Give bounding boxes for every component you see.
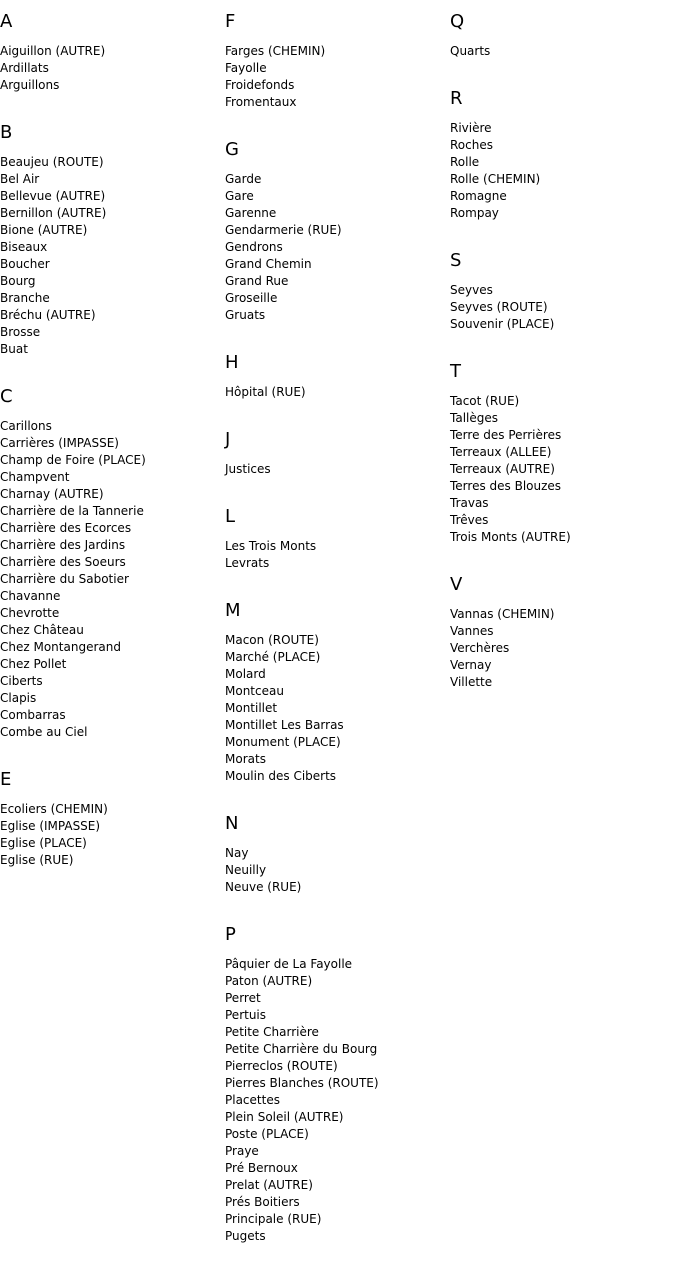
index-column-2 (225, 10, 445, 1272)
street-link-nay[interactable]: Nay (225, 846, 249, 860)
street-link-montceau[interactable]: Montceau (225, 684, 284, 698)
street-list-g (225, 171, 445, 324)
street-link-souvenir-place[interactable]: Souvenir (PLACE) (450, 317, 555, 331)
street-link-macon-route[interactable]: Macon (ROUTE) (225, 633, 319, 647)
street-link-riviere[interactable]: Rivière (450, 121, 492, 135)
letter-group-v (450, 573, 670, 691)
letter-group-t (450, 360, 670, 546)
street-link-montillet[interactable]: Montillet (225, 701, 278, 715)
street-link-tacot-rue[interactable]: Tacot (RUE) (450, 394, 520, 408)
letter-group-a (0, 10, 220, 94)
letter-heading-s: S (450, 250, 462, 271)
street-link-combarras[interactable]: Combarras (0, 708, 66, 722)
letter-heading-c: C (0, 386, 13, 407)
street-link-garde[interactable]: Garde (225, 172, 262, 186)
street-link-charnay-autre[interactable]: Charnay (AUTRE) (0, 487, 104, 501)
street-link-marche-place[interactable]: Marché (PLACE) (225, 650, 321, 664)
street-link-arguillons[interactable]: Arguillons (0, 78, 60, 92)
street-link-gendarmerie-rue[interactable]: Gendarmerie (RUE) (225, 223, 342, 237)
street-link-roches[interactable]: Roches (450, 138, 493, 152)
letter-group-e (0, 768, 220, 869)
letter-heading-v: V (450, 574, 463, 595)
street-link-pre-bernoux[interactable]: Pré Bernoux (225, 1161, 298, 1175)
letter-group-q (450, 10, 670, 60)
street-link-champ-de-foire-place[interactable]: Champ de Foire (PLACE) (0, 453, 146, 467)
street-link-moulin-des-ciberts[interactable]: Moulin des Ciberts (225, 769, 337, 783)
street-link-beaujeu-route[interactable]: Beaujeu (ROUTE) (0, 155, 104, 169)
letter-heading-p: P (225, 924, 236, 945)
letter-heading-r: R (450, 88, 463, 109)
street-link-seyves-route[interactable]: Seyves (ROUTE) (450, 300, 548, 314)
street-link-ciberts[interactable]: Ciberts (0, 674, 43, 688)
letter-group-g (225, 138, 445, 324)
street-link-bellevue-autre[interactable]: Bellevue (AUTRE) (0, 189, 106, 203)
letter-heading-q: Q (450, 11, 465, 32)
street-link-charriere-des-jardins[interactable]: Charrière des Jardins (0, 538, 126, 552)
street-link-rolle[interactable]: Rolle (450, 155, 480, 169)
street-link-chez-chateau[interactable]: Chez Château (0, 623, 84, 637)
street-link-groseille[interactable]: Groseille (225, 291, 278, 305)
letter-heading-m: M (225, 600, 241, 621)
street-link-branche[interactable]: Branche (0, 291, 50, 305)
street-link-poste-place[interactable]: Poste (PLACE) (225, 1127, 309, 1141)
street-link-rompay[interactable]: Rompay (450, 206, 499, 220)
letter-heading-a: A (0, 11, 13, 32)
street-link-petite-charriere[interactable]: Petite Charrière (225, 1025, 319, 1039)
street-link-chavanne[interactable]: Chavanne (0, 589, 61, 603)
street-link-bernillon-autre[interactable]: Bernillon (AUTRE) (0, 206, 107, 220)
street-list-l (225, 538, 445, 572)
street-link-seyves[interactable]: Seyves (450, 283, 493, 297)
street-link-ardillats[interactable]: Ardillats (0, 61, 49, 75)
street-link-neuilly[interactable]: Neuilly (225, 863, 267, 877)
street-link-bione-autre[interactable]: Bione (AUTRE) (0, 223, 88, 237)
street-link-bel-air[interactable]: Bel Air (0, 172, 40, 186)
letter-heading-l: L (225, 506, 236, 527)
letter-group-f (225, 10, 445, 111)
street-link-montillet-les-barras[interactable]: Montillet Les Barras (225, 718, 344, 732)
street-list-b (0, 154, 220, 358)
street-link-monument-place[interactable]: Monument (PLACE) (225, 735, 341, 749)
street-link-molard[interactable]: Molard (225, 667, 266, 681)
street-link-quarts[interactable]: Quarts (450, 44, 491, 58)
letter-heading-t: T (450, 361, 461, 382)
street-link-levrats[interactable]: Levrats (225, 556, 270, 570)
letter-group-m (225, 599, 445, 785)
street-link-travas[interactable]: Travas (450, 496, 489, 510)
street-link-brosse[interactable]: Brosse (0, 325, 41, 339)
street-link-grand-rue[interactable]: Grand Rue (225, 274, 289, 288)
street-list-n (225, 845, 445, 896)
letter-heading-b: B (0, 122, 13, 143)
street-link-les-trois-monts[interactable]: Les Trois Monts (225, 539, 317, 553)
street-list-e (0, 801, 220, 869)
street-link-combe-au-ciel[interactable]: Combe au Ciel (0, 725, 88, 739)
street-link-pugets[interactable]: Pugets (225, 1229, 266, 1243)
street-link-justices[interactable]: Justices (225, 462, 271, 476)
street-list-h (225, 384, 445, 401)
street-list-m (225, 632, 445, 785)
street-link-rolle-chemin[interactable]: Rolle (CHEMIN) (450, 172, 541, 186)
street-link-morats[interactable]: Morats (225, 752, 266, 766)
street-link-terreaux-autre[interactable]: Terreaux (AUTRE) (450, 462, 555, 476)
letter-group-p (225, 923, 445, 1245)
street-link-ecoliers-chemin[interactable]: Ecoliers (CHEMIN) (0, 802, 108, 816)
letter-heading-h: H (225, 352, 239, 373)
street-link-chez-pollet[interactable]: Chez Pollet (0, 657, 67, 671)
letter-group-l (225, 505, 445, 572)
street-link-gruats[interactable]: Gruats (225, 308, 266, 322)
street-link-aiguillon-autre[interactable]: Aiguillon (AUTRE) (0, 44, 106, 58)
street-link-carrieres-impasse[interactable]: Carrières (IMPASSE) (0, 436, 119, 450)
street-link-terre-des-perrieres[interactable]: Terre des Perrières (450, 428, 562, 442)
street-link-fayolle[interactable]: Fayolle (225, 61, 267, 75)
street-link-carillons[interactable]: Carillons (0, 419, 52, 433)
street-link-charriere-du-sabotier[interactable]: Charrière du Sabotier (0, 572, 129, 586)
street-link-bourg[interactable]: Bourg (0, 274, 36, 288)
street-link-plein-soleil-autre[interactable]: Plein Soleil (AUTRE) (225, 1110, 344, 1124)
street-link-garenne[interactable]: Garenne (225, 206, 277, 220)
letter-group-s (450, 249, 670, 333)
letter-heading-j: J (225, 429, 231, 450)
street-link-trois-monts-autre[interactable]: Trois Monts (AUTRE) (450, 530, 571, 544)
street-link-chez-montangerand[interactable]: Chez Montangerand (0, 640, 121, 654)
street-link-terreaux-allee[interactable]: Terreaux (ALLEE) (450, 445, 552, 459)
street-list-v (450, 606, 670, 691)
street-link-eglise-rue[interactable]: Eglise (RUE) (0, 853, 74, 867)
street-link-romagne[interactable]: Romagne (450, 189, 507, 203)
street-link-clapis[interactable]: Clapis (0, 691, 37, 705)
street-link-prelat-autre[interactable]: Prelat (AUTRE) (225, 1178, 313, 1192)
street-link-charriere-des-soeurs[interactable]: Charrière des Soeurs (0, 555, 126, 569)
letter-heading-n: N (225, 813, 239, 834)
street-link-pertuis[interactable]: Pertuis (225, 1008, 267, 1022)
street-link-talleges[interactable]: Tallèges (450, 411, 498, 425)
street-link-boucher[interactable]: Boucher (0, 257, 50, 271)
street-link-charriere-de-la-tannerie[interactable]: Charrière de la Tannerie (0, 504, 144, 518)
street-link-vernay[interactable]: Vernay (450, 658, 492, 672)
street-link-perret[interactable]: Perret (225, 991, 261, 1005)
street-link-praye[interactable]: Praye (225, 1144, 259, 1158)
letter-heading-e: E (0, 769, 12, 790)
street-link-hopital-rue[interactable]: Hôpital (RUE) (225, 385, 306, 399)
street-link-eglise-impasse[interactable]: Eglise (IMPASSE) (0, 819, 101, 833)
street-link-vannas-chemin[interactable]: Vannas (CHEMIN) (450, 607, 555, 621)
street-link-pierres-blanches-route[interactable]: Pierres Blanches (ROUTE) (225, 1076, 379, 1090)
street-link-paton-autre[interactable]: Paton (AUTRE) (225, 974, 313, 988)
street-link-charriere-des-ecorces[interactable]: Charrière des Ecorces (0, 521, 132, 535)
letter-group-r (450, 87, 670, 222)
street-link-farges-chemin[interactable]: Farges (CHEMIN) (225, 44, 326, 58)
street-link-biseaux[interactable]: Biseaux (0, 240, 48, 254)
street-list-q (450, 43, 670, 60)
street-link-vannes[interactable]: Vannes (450, 624, 494, 638)
street-link-brechu-autre[interactable]: Bréchu (AUTRE) (0, 308, 96, 322)
street-link-chevrotte[interactable]: Chevrotte (0, 606, 60, 620)
street-link-principale-rue[interactable]: Principale (RUE) (225, 1212, 322, 1226)
street-link-pres-boitiers[interactable]: Prés Boitiers (225, 1195, 300, 1209)
letter-heading-g: G (225, 139, 239, 160)
street-list-f (225, 43, 445, 111)
letter-group-h (225, 351, 445, 401)
street-link-vercheres[interactable]: Verchères (450, 641, 510, 655)
street-link-eglise-place[interactable]: Eglise (PLACE) (0, 836, 87, 850)
street-link-paquier-de-la-fayolle[interactable]: Pâquier de La Fayolle (225, 957, 353, 971)
index-column-3 (450, 10, 670, 718)
letter-group-n (225, 812, 445, 896)
street-link-buat[interactable]: Buat (0, 342, 28, 356)
street-list-p (225, 956, 445, 1245)
letter-group-j (225, 428, 445, 478)
street-link-pierreclos-route[interactable]: Pierreclos (ROUTE) (225, 1059, 338, 1073)
street-link-neuve-rue[interactable]: Neuve (RUE) (225, 880, 302, 894)
index-column-1 (0, 10, 220, 896)
street-link-champvent[interactable]: Champvent (0, 470, 70, 484)
street-link-froidefonds[interactable]: Froidefonds (225, 78, 295, 92)
street-link-grand-chemin[interactable]: Grand Chemin (225, 257, 312, 271)
letter-group-c (0, 385, 220, 741)
street-list-r (450, 120, 670, 222)
street-list-a (0, 43, 220, 94)
letter-heading-f: F (225, 11, 236, 32)
street-list-j (225, 461, 445, 478)
street-link-terres-des-blouzes[interactable]: Terres des Blouzes (450, 479, 562, 493)
street-link-gendrons[interactable]: Gendrons (225, 240, 283, 254)
street-link-gare[interactable]: Gare (225, 189, 254, 203)
street-list-s (450, 282, 670, 333)
street-link-placettes[interactable]: Placettes (225, 1093, 280, 1107)
street-list-t (450, 393, 670, 546)
letter-group-b (0, 121, 220, 358)
street-link-petite-charriere-du-bourg[interactable]: Petite Charrière du Bourg (225, 1042, 378, 1056)
street-link-fromentaux[interactable]: Fromentaux (225, 95, 297, 109)
street-list-c (0, 418, 220, 741)
street-link-villette[interactable]: Villette (450, 675, 493, 689)
street-link-treves[interactable]: Trêves (450, 513, 489, 527)
